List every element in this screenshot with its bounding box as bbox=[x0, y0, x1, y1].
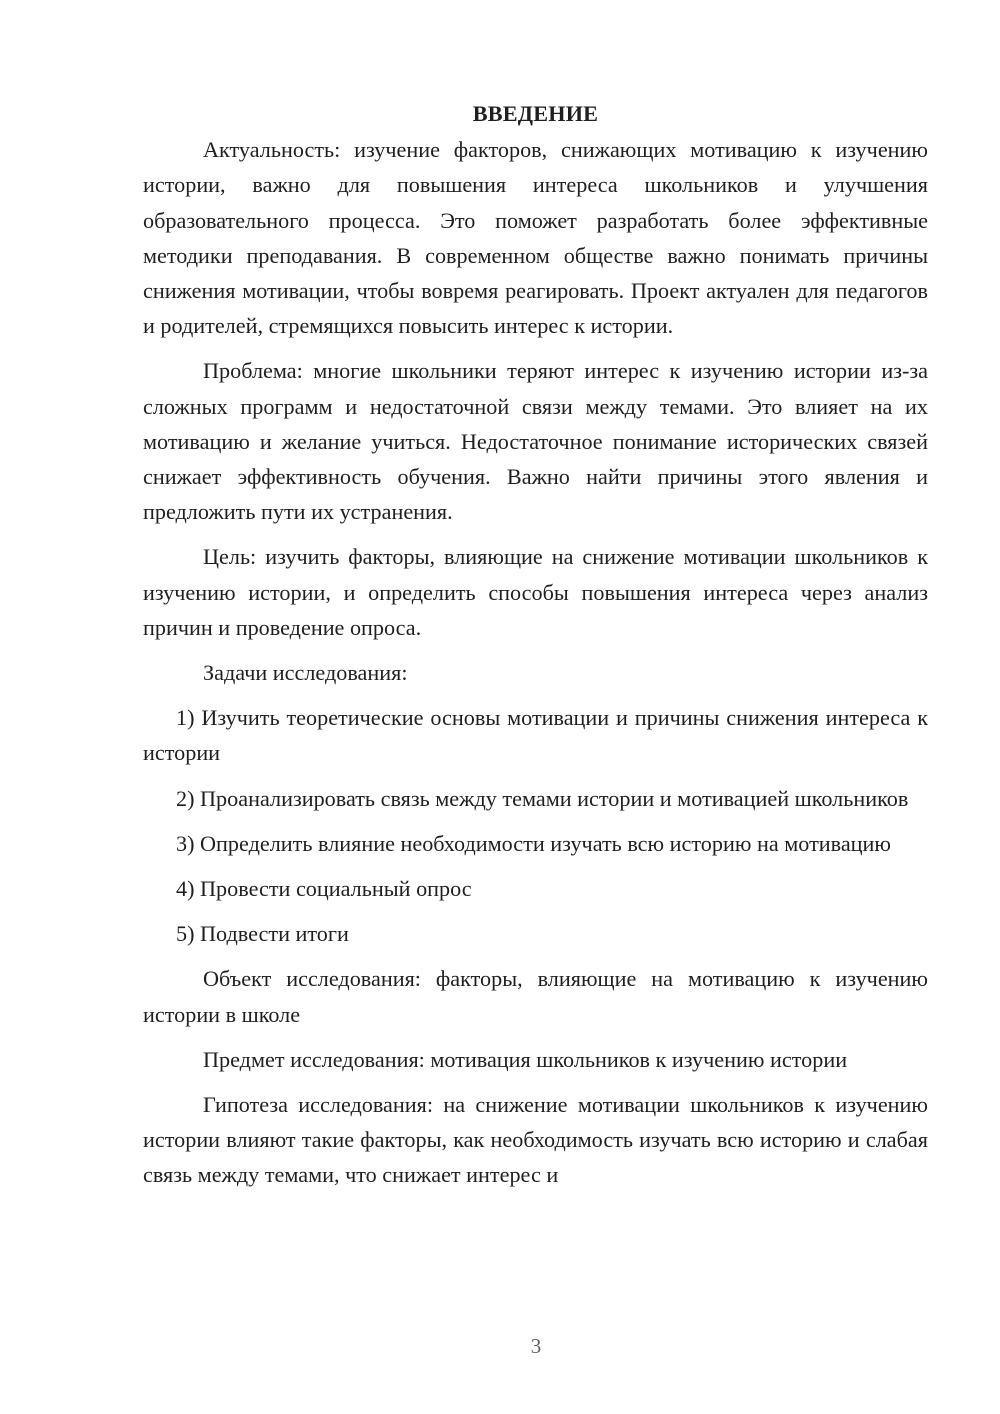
task-item-2: 2) Проанализировать связь между темами истории и мотивацией школьников bbox=[176, 785, 909, 811]
hypothesis-paragraph: Гипотеза исследования: на снижение мотивации школьников к изучению истории влияют такие факторы, как необходимость изучать всю историю и слабая связь между темами, что снижает интерес и bbox=[143, 1092, 928, 1188]
relevance-paragraph: Актуальность: изучение факторов, снижающих мотивацию к изучению истории, важно для повышения интереса школьников и улучшения образовательного процесса. Это поможет разработать более эффективные методики преподавания. В современном обществе важно понимать причины снижения мотивации, чтобы вовремя реагировать. Проект актуален для педагогов и родителей, стремящихся повысить интерес к истории. bbox=[143, 137, 928, 339]
task-item-1: 1) Изучить теоретические основы мотивации и причины снижения интереса к истории bbox=[143, 705, 928, 766]
task-item-4: 4) Провести социальный опрос bbox=[176, 876, 472, 902]
task-item-5: 5) Подвести итоги bbox=[176, 921, 349, 947]
subject-paragraph: Предмет исследования: мотивация школьников к изучению истории bbox=[203, 1046, 848, 1072]
problem-paragraph: Проблема: многие школьники теряют интерес к изучению истории из-за сложных программ и недостаточной связи между темами. Это влияет на их мотивацию и желание учиться. Недостаточное понимание исторических связей снижает эффективность обучения. Важно найти причины этого явления и предложить пути их устранения. bbox=[143, 358, 928, 525]
document-page bbox=[143, 96, 928, 1193]
tasks-heading: Задачи исследования: bbox=[203, 660, 408, 686]
goal-paragraph: Цель: изучить факторы, влияющие на снижение мотивации школьников к изучению истории, и определить способы повышения интереса через анализ причин и проведение опроса. bbox=[143, 544, 928, 640]
task-item-3: 3) Определить влияние необходимости изучать всю историю на мотивацию bbox=[176, 830, 891, 856]
page-number: 3 bbox=[530, 1334, 542, 1358]
page-title: ВВЕДЕНИЕ bbox=[472, 101, 599, 126]
object-paragraph: Объект исследования: факторы, влияющие на мотивацию к изучению истории в школе bbox=[143, 966, 928, 1027]
